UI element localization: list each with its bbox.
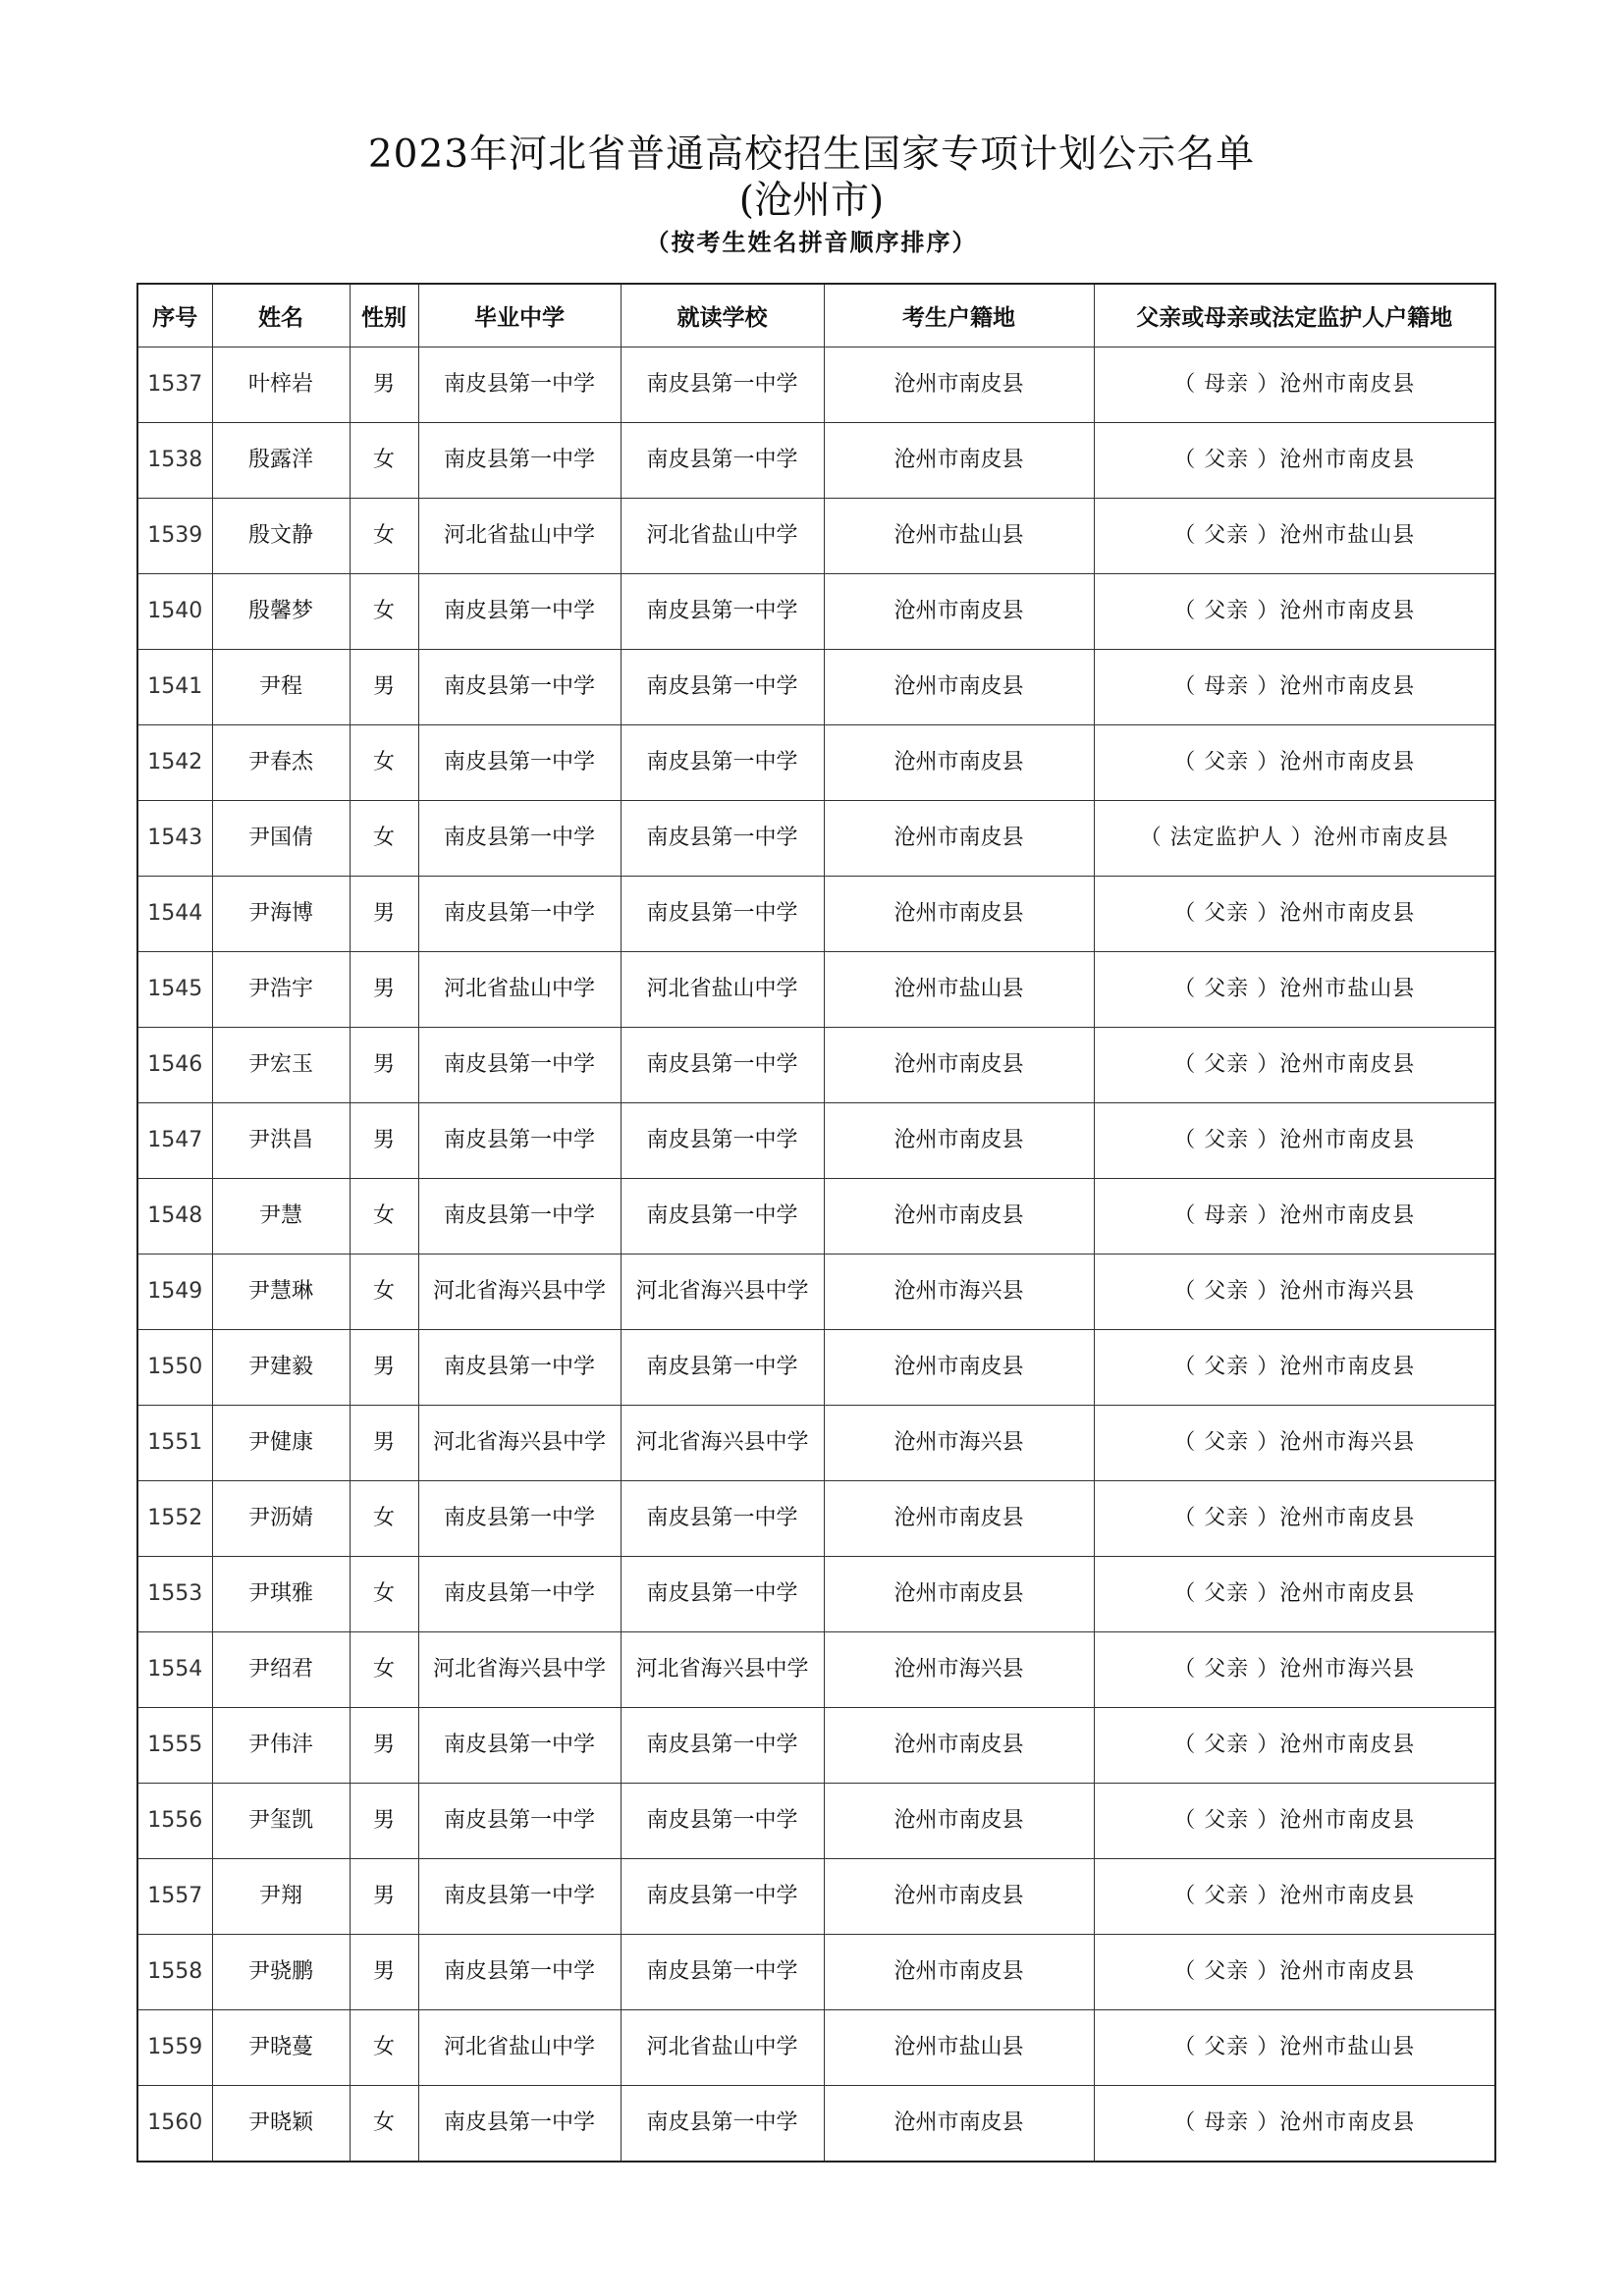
cell-study-school: 南皮县第一中学 — [621, 574, 824, 650]
table-body — [137, 347, 1495, 2163]
cell-seq: 1550 — [137, 1330, 212, 1406]
cell-residence: 沧州市海兴县 — [824, 1406, 1094, 1481]
cell-grad-school: 南皮县第一中学 — [418, 1330, 621, 1406]
table-row — [137, 1103, 1495, 1179]
table-row — [137, 1632, 1495, 1708]
table-row — [137, 1255, 1495, 1330]
cell-seq: 1548 — [137, 1179, 212, 1255]
cell-name: 尹晓蔓 — [212, 2010, 350, 2086]
cell-gender: 女 — [350, 499, 418, 574]
cell-residence: 沧州市南皮县 — [824, 801, 1094, 877]
cell-seq: 1543 — [137, 801, 212, 877]
cell-guardian: （ 父亲 ）沧州市盐山县 — [1094, 499, 1495, 574]
document-title: 2023年河北省普通高校招生国家专项计划公示名单 — [367, 133, 1256, 177]
table-row — [137, 1784, 1495, 1859]
cell-seq: 1546 — [137, 1028, 212, 1103]
cell-guardian: （ 父亲 ）沧州市南皮县 — [1094, 423, 1495, 499]
cell-guardian: （ 父亲 ）沧州市南皮县 — [1094, 1859, 1495, 1935]
cell-guardian: （ 母亲 ）沧州市南皮县 — [1094, 650, 1495, 725]
cell-study-school: 河北省盐山中学 — [621, 499, 824, 574]
cell-residence: 沧州市南皮县 — [824, 1784, 1094, 1859]
cell-name: 尹浩宇 — [212, 952, 350, 1028]
table-row — [137, 1179, 1495, 1255]
cell-residence: 沧州市南皮县 — [824, 1557, 1094, 1632]
col-header-grad-school: 毕业中学 — [418, 284, 621, 347]
table-row — [137, 877, 1495, 952]
cell-name: 尹宏玉 — [212, 1028, 350, 1103]
cell-seq: 1541 — [137, 650, 212, 725]
cell-seq: 1560 — [137, 2086, 212, 2163]
cell-gender: 女 — [350, 2010, 418, 2086]
cell-grad-school: 南皮县第一中学 — [418, 1859, 621, 1935]
table-row — [137, 1406, 1495, 1481]
cell-residence: 沧州市南皮县 — [824, 1481, 1094, 1557]
col-header-gender: 性别 — [350, 284, 418, 347]
cell-grad-school: 南皮县第一中学 — [418, 1028, 621, 1103]
cell-gender: 男 — [350, 1028, 418, 1103]
cell-gender: 男 — [350, 1708, 418, 1784]
table-row — [137, 1859, 1495, 1935]
cell-gender: 女 — [350, 1255, 418, 1330]
cell-guardian: （ 父亲 ）沧州市海兴县 — [1094, 1632, 1495, 1708]
cell-study-school: 南皮县第一中学 — [621, 1708, 824, 1784]
cell-residence: 沧州市南皮县 — [824, 1935, 1094, 2010]
cell-guardian: （ 父亲 ）沧州市南皮县 — [1094, 1028, 1495, 1103]
cell-guardian: （ 母亲 ）沧州市南皮县 — [1094, 1179, 1495, 1255]
cell-guardian: （ 父亲 ）沧州市南皮县 — [1094, 725, 1495, 801]
cell-guardian: （ 父亲 ）沧州市南皮县 — [1094, 1481, 1495, 1557]
table-row — [137, 1557, 1495, 1632]
cell-grad-school: 河北省海兴县中学 — [418, 1406, 621, 1481]
cell-gender: 女 — [350, 1632, 418, 1708]
cell-study-school: 南皮县第一中学 — [621, 1179, 824, 1255]
cell-study-school: 南皮县第一中学 — [621, 725, 824, 801]
cell-study-school: 南皮县第一中学 — [621, 1784, 824, 1859]
cell-grad-school: 南皮县第一中学 — [418, 423, 621, 499]
cell-gender: 男 — [350, 1935, 418, 2010]
cell-residence: 沧州市南皮县 — [824, 1859, 1094, 1935]
cell-gender: 女 — [350, 2086, 418, 2163]
cell-residence: 沧州市南皮县 — [824, 877, 1094, 952]
cell-gender: 女 — [350, 1481, 418, 1557]
cell-seq: 1556 — [137, 1784, 212, 1859]
cell-guardian: （ 父亲 ）沧州市南皮县 — [1094, 1935, 1495, 2010]
cell-seq: 1537 — [137, 347, 212, 423]
cell-grad-school: 南皮县第一中学 — [418, 725, 621, 801]
col-header-seq: 序号 — [137, 284, 212, 347]
cell-gender: 女 — [350, 1557, 418, 1632]
document-subtitle: (沧州市) — [738, 179, 885, 223]
cell-seq: 1539 — [137, 499, 212, 574]
cell-seq: 1544 — [137, 877, 212, 952]
cell-name: 尹海博 — [212, 877, 350, 952]
cell-grad-school: 南皮县第一中学 — [418, 801, 621, 877]
cell-residence: 沧州市海兴县 — [824, 1255, 1094, 1330]
cell-gender: 女 — [350, 1179, 418, 1255]
table-row — [137, 499, 1495, 574]
cell-guardian: （ 父亲 ）沧州市南皮县 — [1094, 1784, 1495, 1859]
cell-residence: 沧州市南皮县 — [824, 423, 1094, 499]
cell-name: 尹晓颖 — [212, 2086, 350, 2163]
table-row — [137, 1330, 1495, 1406]
cell-guardian: （ 母亲 ）沧州市南皮县 — [1094, 347, 1495, 423]
cell-residence: 沧州市南皮县 — [824, 1179, 1094, 1255]
cell-seq: 1547 — [137, 1103, 212, 1179]
cell-residence: 沧州市南皮县 — [824, 650, 1094, 725]
table-row — [137, 801, 1495, 877]
cell-residence: 沧州市南皮县 — [824, 574, 1094, 650]
cell-residence: 沧州市盐山县 — [824, 952, 1094, 1028]
cell-guardian: （ 父亲 ）沧州市南皮县 — [1094, 1103, 1495, 1179]
cell-residence: 沧州市南皮县 — [824, 347, 1094, 423]
col-header-guardian: 父亲或母亲或法定监护人户籍地 — [1094, 284, 1495, 347]
cell-study-school: 南皮县第一中学 — [621, 1103, 824, 1179]
cell-grad-school: 南皮县第一中学 — [418, 347, 621, 423]
cell-guardian: （ 父亲 ）沧州市南皮县 — [1094, 1557, 1495, 1632]
cell-seq: 1542 — [137, 725, 212, 801]
cell-grad-school: 南皮县第一中学 — [418, 574, 621, 650]
cell-gender: 男 — [350, 347, 418, 423]
cell-residence: 沧州市南皮县 — [824, 1330, 1094, 1406]
cell-name: 尹国倩 — [212, 801, 350, 877]
cell-name: 尹伟沣 — [212, 1708, 350, 1784]
cell-gender: 女 — [350, 423, 418, 499]
cell-guardian: （ 母亲 ）沧州市南皮县 — [1094, 2086, 1495, 2163]
cell-name: 尹建毅 — [212, 1330, 350, 1406]
cell-gender: 女 — [350, 801, 418, 877]
cell-grad-school: 南皮县第一中学 — [418, 1935, 621, 2010]
cell-grad-school: 河北省盐山中学 — [418, 952, 621, 1028]
cell-study-school: 河北省海兴县中学 — [621, 1406, 824, 1481]
cell-grad-school: 南皮县第一中学 — [418, 1179, 621, 1255]
cell-study-school: 南皮县第一中学 — [621, 801, 824, 877]
cell-seq: 1551 — [137, 1406, 212, 1481]
cell-residence: 沧州市盐山县 — [824, 499, 1094, 574]
cell-gender: 男 — [350, 952, 418, 1028]
table-row — [137, 347, 1495, 423]
cell-name: 殷露洋 — [212, 423, 350, 499]
cell-seq: 1549 — [137, 1255, 212, 1330]
cell-name: 殷馨梦 — [212, 574, 350, 650]
cell-study-school: 南皮县第一中学 — [621, 1935, 824, 2010]
cell-study-school: 南皮县第一中学 — [621, 1028, 824, 1103]
roster-table — [136, 283, 1496, 2163]
cell-name: 尹玺凯 — [212, 1784, 350, 1859]
cell-seq: 1540 — [137, 574, 212, 650]
cell-gender: 男 — [350, 877, 418, 952]
cell-name: 尹骁鹏 — [212, 1935, 350, 2010]
cell-seq: 1557 — [137, 1859, 212, 1935]
cell-study-school: 南皮县第一中学 — [621, 2086, 824, 2163]
cell-guardian: （ 父亲 ）沧州市海兴县 — [1094, 1406, 1495, 1481]
cell-grad-school: 南皮县第一中学 — [418, 1784, 621, 1859]
table-row — [137, 1481, 1495, 1557]
cell-gender: 女 — [350, 725, 418, 801]
col-header-residence: 考生户籍地 — [824, 284, 1094, 347]
cell-gender: 男 — [350, 1784, 418, 1859]
cell-name: 殷文静 — [212, 499, 350, 574]
cell-seq: 1553 — [137, 1557, 212, 1632]
cell-grad-school: 河北省海兴县中学 — [418, 1255, 621, 1330]
cell-guardian: （ 父亲 ）沧州市南皮县 — [1094, 1708, 1495, 1784]
cell-seq: 1559 — [137, 2010, 212, 2086]
cell-study-school: 南皮县第一中学 — [621, 1330, 824, 1406]
cell-name: 尹琪雅 — [212, 1557, 350, 1632]
cell-guardian: （ 父亲 ）沧州市南皮县 — [1094, 574, 1495, 650]
cell-grad-school: 南皮县第一中学 — [418, 1103, 621, 1179]
cell-name: 尹洪昌 — [212, 1103, 350, 1179]
cell-name: 尹慧琳 — [212, 1255, 350, 1330]
cell-gender: 男 — [350, 1330, 418, 1406]
col-header-study-school: 就读学校 — [621, 284, 824, 347]
sort-note: （按考生姓名拼音顺序排序） — [645, 228, 978, 256]
cell-gender: 男 — [350, 1406, 418, 1481]
cell-residence: 沧州市盐山县 — [824, 2010, 1094, 2086]
cell-grad-school: 南皮县第一中学 — [418, 650, 621, 725]
cell-name: 尹慧 — [212, 1179, 350, 1255]
cell-study-school: 南皮县第一中学 — [621, 877, 824, 952]
table-row — [137, 423, 1495, 499]
cell-name: 尹程 — [212, 650, 350, 725]
cell-seq: 1558 — [137, 1935, 212, 2010]
table-row — [137, 1708, 1495, 1784]
cell-seq: 1538 — [137, 423, 212, 499]
cell-guardian: （ 父亲 ）沧州市海兴县 — [1094, 1255, 1495, 1330]
cell-grad-school: 河北省盐山中学 — [418, 2010, 621, 2086]
table-row — [137, 574, 1495, 650]
cell-gender: 女 — [350, 574, 418, 650]
cell-residence: 沧州市南皮县 — [824, 1103, 1094, 1179]
cell-name: 尹健康 — [212, 1406, 350, 1481]
cell-grad-school: 河北省盐山中学 — [418, 499, 621, 574]
cell-name: 尹翔 — [212, 1859, 350, 1935]
cell-grad-school: 河北省海兴县中学 — [418, 1632, 621, 1708]
table-row — [137, 2086, 1495, 2163]
cell-gender: 男 — [350, 1103, 418, 1179]
cell-residence: 沧州市南皮县 — [824, 2086, 1094, 2163]
cell-name: 叶梓岩 — [212, 347, 350, 423]
cell-guardian: （ 父亲 ）沧州市南皮县 — [1094, 1330, 1495, 1406]
cell-grad-school: 南皮县第一中学 — [418, 1557, 621, 1632]
cell-guardian: （ 父亲 ）沧州市盐山县 — [1094, 952, 1495, 1028]
cell-study-school: 南皮县第一中学 — [621, 423, 824, 499]
table-row — [137, 650, 1495, 725]
col-header-name: 姓名 — [212, 284, 350, 347]
cell-study-school: 河北省盐山中学 — [621, 952, 824, 1028]
table-row — [137, 2010, 1495, 2086]
cell-residence: 沧州市南皮县 — [824, 725, 1094, 801]
cell-study-school: 南皮县第一中学 — [621, 1557, 824, 1632]
table-row — [137, 952, 1495, 1028]
cell-study-school: 河北省盐山中学 — [621, 2010, 824, 2086]
cell-seq: 1555 — [137, 1708, 212, 1784]
table-row — [137, 1935, 1495, 2010]
cell-study-school: 河北省海兴县中学 — [621, 1632, 824, 1708]
cell-seq: 1545 — [137, 952, 212, 1028]
cell-seq: 1554 — [137, 1632, 212, 1708]
table-row — [137, 725, 1495, 801]
cell-name: 尹春杰 — [212, 725, 350, 801]
cell-guardian: （ 法定监护人 ）沧州市南皮县 — [1094, 801, 1495, 877]
cell-residence: 沧州市海兴县 — [824, 1632, 1094, 1708]
cell-grad-school: 南皮县第一中学 — [418, 1481, 621, 1557]
cell-study-school: 南皮县第一中学 — [621, 650, 824, 725]
cell-study-school: 南皮县第一中学 — [621, 1481, 824, 1557]
cell-grad-school: 南皮县第一中学 — [418, 877, 621, 952]
cell-study-school: 河北省海兴县中学 — [621, 1255, 824, 1330]
cell-gender: 男 — [350, 1859, 418, 1935]
cell-residence: 沧州市南皮县 — [824, 1028, 1094, 1103]
cell-study-school: 南皮县第一中学 — [621, 1859, 824, 1935]
table-row — [137, 1028, 1495, 1103]
cell-residence: 沧州市南皮县 — [824, 1708, 1094, 1784]
cell-name: 尹沥婧 — [212, 1481, 350, 1557]
table-header-row — [137, 284, 1495, 347]
cell-grad-school: 南皮县第一中学 — [418, 1708, 621, 1784]
cell-grad-school: 南皮县第一中学 — [418, 2086, 621, 2163]
cell-seq: 1552 — [137, 1481, 212, 1557]
cell-gender: 男 — [350, 650, 418, 725]
cell-guardian: （ 父亲 ）沧州市盐山县 — [1094, 2010, 1495, 2086]
cell-name: 尹绍君 — [212, 1632, 350, 1708]
cell-study-school: 南皮县第一中学 — [621, 347, 824, 423]
cell-guardian: （ 父亲 ）沧州市南皮县 — [1094, 877, 1495, 952]
